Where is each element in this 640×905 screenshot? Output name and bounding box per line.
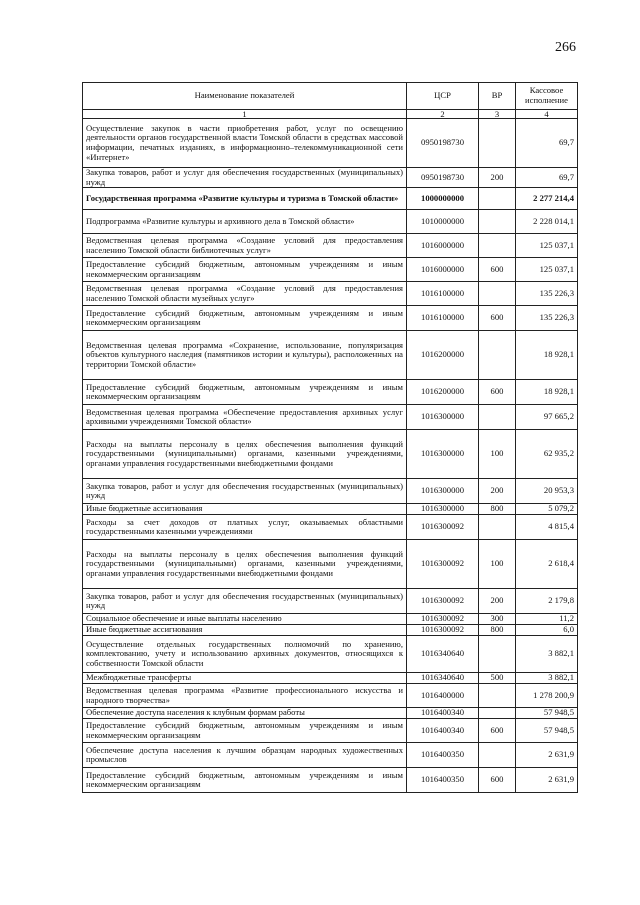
row-name-cell: Ведомственная целевая программа «Создание условий для предоставления населению Томской области музейных услуг» xyxy=(83,282,407,306)
table-row xyxy=(83,234,578,258)
row-csr-cell: 1016400350 xyxy=(407,743,479,768)
row-csr-cell: 0950198730 xyxy=(407,119,479,168)
row-name-cell: Ведомственная целевая программа «Развитие профессионального искусства и народного творчества» xyxy=(83,684,407,708)
row-amount-cell: 2 277 214,4 xyxy=(516,188,578,210)
row-name-cell: Обеспечение доступа населения к лучшим образцам народных художественных промыслов xyxy=(83,743,407,768)
row-vr-cell xyxy=(479,210,516,234)
row-name-cell: Иные бюджетные ассигнования xyxy=(83,625,407,636)
row-amount-cell: 69,7 xyxy=(516,168,578,188)
row-vr-cell: 600 xyxy=(479,258,516,282)
table-row xyxy=(83,380,578,405)
row-name-cell: Социальное обеспечение и иные выплаты населению xyxy=(83,614,407,625)
row-vr-cell xyxy=(479,234,516,258)
row-amount-cell: 57 948,5 xyxy=(516,708,578,719)
row-amount-cell: 62 935,2 xyxy=(516,430,578,479)
row-csr-cell: 1016400340 xyxy=(407,719,479,743)
row-vr-cell xyxy=(479,282,516,306)
row-name-cell: Предоставление субсидий бюджетным, автономным учреждениям и иным некоммерческим организациям xyxy=(83,719,407,743)
row-vr-cell: 300 xyxy=(479,614,516,625)
table-row xyxy=(83,540,578,589)
row-amount-cell: 2 228 014,1 xyxy=(516,210,578,234)
row-vr-cell: 600 xyxy=(479,768,516,793)
row-name-cell: Обеспечение доступа населения к клубным формам работы xyxy=(83,708,407,719)
row-amount-cell: 3 882,1 xyxy=(516,673,578,684)
row-amount-cell: 2 179,8 xyxy=(516,589,578,614)
row-csr-cell: 1016000000 xyxy=(407,234,479,258)
row-amount-cell: 11,2 xyxy=(516,614,578,625)
row-amount-cell: 1 278 200,9 xyxy=(516,684,578,708)
row-amount-cell: 135 226,3 xyxy=(516,306,578,331)
row-vr-cell: 800 xyxy=(479,504,516,515)
table-row xyxy=(83,636,578,673)
page-number: 266 xyxy=(555,40,576,55)
row-name-cell: Расходы за счет доходов от платных услуг, оказываемых областными государственными казенными учреждениями xyxy=(83,515,407,540)
row-name-cell: Закупка товаров, работ и услуг для обеспечения государственных (муниципальных) нужд xyxy=(83,479,407,504)
row-csr-cell: 1016000000 xyxy=(407,258,479,282)
row-vr-cell: 600 xyxy=(479,719,516,743)
table-row xyxy=(83,614,578,625)
row-csr-cell: 1016200000 xyxy=(407,331,479,380)
row-name-cell: Межбюджетные трансферты xyxy=(83,673,407,684)
table-row xyxy=(83,625,578,636)
row-amount-cell: 125 037,1 xyxy=(516,234,578,258)
row-csr-cell: 1016400000 xyxy=(407,684,479,708)
column-number: 2 xyxy=(407,110,479,119)
table-row xyxy=(83,210,578,234)
row-csr-cell: 1016400340 xyxy=(407,708,479,719)
row-csr-cell: 1016300092 xyxy=(407,625,479,636)
row-vr-cell: 600 xyxy=(479,306,516,331)
row-csr-cell: 1016300092 xyxy=(407,589,479,614)
row-csr-cell: 1010000000 xyxy=(407,210,479,234)
row-amount-cell: 3 882,1 xyxy=(516,636,578,673)
row-csr-cell: 1016340640 xyxy=(407,636,479,673)
row-vr-cell xyxy=(479,636,516,673)
row-csr-cell: 1016300000 xyxy=(407,405,479,430)
row-vr-cell: 100 xyxy=(479,430,516,479)
table-row xyxy=(83,719,578,743)
row-name-cell: Ведомственная целевая программа «Создание условий для предоставления населению Томской области библиотечных услуг» xyxy=(83,234,407,258)
row-name-cell: Предоставление субсидий бюджетным, автономным учреждениям и иным некоммерческим организациям xyxy=(83,306,407,331)
row-amount-cell: 135 226,3 xyxy=(516,282,578,306)
row-vr-cell: 500 xyxy=(479,673,516,684)
row-name-cell: Государственная программа «Развитие культуры и туризма в Томской области» xyxy=(83,188,407,210)
row-csr-cell: 1016300000 xyxy=(407,430,479,479)
row-name-cell: Подпрограмма «Развитие культуры и архивного дела в Томской области» xyxy=(83,210,407,234)
row-amount-cell: 2 631,9 xyxy=(516,743,578,768)
header-csr: ЦСР xyxy=(407,83,479,110)
row-vr-cell: 800 xyxy=(479,625,516,636)
row-amount-cell: 2 631,9 xyxy=(516,768,578,793)
row-csr-cell: 1016100000 xyxy=(407,306,479,331)
row-csr-cell: 1016100000 xyxy=(407,282,479,306)
row-name-cell: Иные бюджетные ассигнования xyxy=(83,504,407,515)
row-vr-cell: 200 xyxy=(479,168,516,188)
row-vr-cell xyxy=(479,119,516,168)
table-row xyxy=(83,684,578,708)
row-csr-cell: 1016200000 xyxy=(407,380,479,405)
header-amount: Кассовое исполнение xyxy=(516,83,578,110)
row-amount-cell: 125 037,1 xyxy=(516,258,578,282)
row-amount-cell: 20 953,3 xyxy=(516,479,578,504)
row-csr-cell: 1016300000 xyxy=(407,479,479,504)
table-row xyxy=(83,708,578,719)
row-amount-cell: 18 928,1 xyxy=(516,380,578,405)
row-vr-cell: 200 xyxy=(479,589,516,614)
row-csr-cell: 1016400350 xyxy=(407,768,479,793)
table-row xyxy=(83,479,578,504)
row-csr-cell: 1016300092 xyxy=(407,540,479,589)
table-row xyxy=(83,306,578,331)
row-csr-cell: 1000000000 xyxy=(407,188,479,210)
row-name-cell: Расходы на выплаты персоналу в целях обеспечения выполнения функций государственными (муниципальными) органами, казенными учреждениями, органами управления государственными внебюджетными фондами xyxy=(83,540,407,589)
table-row xyxy=(83,430,578,479)
row-amount-cell: 97 665,2 xyxy=(516,405,578,430)
row-vr-cell xyxy=(479,743,516,768)
row-vr-cell: 100 xyxy=(479,540,516,589)
table-row xyxy=(83,282,578,306)
row-csr-cell: 1016300092 xyxy=(407,614,479,625)
row-vr-cell xyxy=(479,684,516,708)
column-number: 3 xyxy=(479,110,516,119)
table-header-row xyxy=(83,83,578,110)
row-name-cell: Предоставление субсидий бюджетным, автономным учреждениям и иным некоммерческим организациям xyxy=(83,258,407,282)
row-csr-cell: 1016300000 xyxy=(407,504,479,515)
table-row xyxy=(83,188,578,210)
row-name-cell: Расходы на выплаты персоналу в целях обеспечения выполнения функций государственными (муниципальными) органами, казенными учреждениями, органами управления государственными внебюджетными фондами xyxy=(83,430,407,479)
row-vr-cell: 600 xyxy=(479,380,516,405)
row-csr-cell: 1016340640 xyxy=(407,673,479,684)
row-name-cell: Ведомственная целевая программа «Обеспечение предоставления архивных услуг архивными учреждениями Томской области» xyxy=(83,405,407,430)
row-amount-cell: 5 079,2 xyxy=(516,504,578,515)
row-vr-cell xyxy=(479,188,516,210)
table-row xyxy=(83,405,578,430)
row-amount-cell: 6,0 xyxy=(516,625,578,636)
row-name-cell: Ведомственная целевая программа «Сохранение, использование, популяризация объектов культурного наследия (памятников истории и культуры), расположенных на территории Томской области» xyxy=(83,331,407,380)
row-name-cell: Осуществление закупок в части приобретения работ, услуг по освещению деятельности органов государственной власти Томской области в средствах массовой информации, печатных изданиях, в информационно–телекоммуникационной сети «Интернет» xyxy=(83,119,407,168)
table-row xyxy=(83,258,578,282)
table-row xyxy=(83,589,578,614)
column-number-row xyxy=(83,110,578,119)
table-row xyxy=(83,743,578,768)
header-name: Наименование показателей xyxy=(83,83,407,110)
row-name-cell: Осуществление отдельных государственных полномочий по хранению, комплектованию, учету и использованию архивных документов, относящихся к собственности Томской области xyxy=(83,636,407,673)
row-amount-cell: 2 618,4 xyxy=(516,540,578,589)
row-csr-cell: 1016300092 xyxy=(407,515,479,540)
row-csr-cell: 0950198730 xyxy=(407,168,479,188)
row-name-cell: Закупка товаров, работ и услуг для обеспечения государственных (муниципальных) нужд xyxy=(83,168,407,188)
row-vr-cell xyxy=(479,515,516,540)
table-row xyxy=(83,515,578,540)
table-row xyxy=(83,168,578,188)
row-vr-cell xyxy=(479,708,516,719)
column-number: 1 xyxy=(83,110,407,119)
report-table xyxy=(82,82,578,793)
row-vr-cell xyxy=(479,331,516,380)
row-amount-cell: 18 928,1 xyxy=(516,331,578,380)
table-row xyxy=(83,504,578,515)
table-row xyxy=(83,119,578,168)
row-amount-cell: 4 815,4 xyxy=(516,515,578,540)
table-row xyxy=(83,331,578,380)
row-vr-cell xyxy=(479,405,516,430)
row-vr-cell: 200 xyxy=(479,479,516,504)
row-amount-cell: 57 948,5 xyxy=(516,719,578,743)
row-name-cell: Предоставление субсидий бюджетным, автономным учреждениям и иным некоммерческим организациям xyxy=(83,380,407,405)
row-name-cell: Закупка товаров, работ и услуг для обеспечения государственных (муниципальных) нужд xyxy=(83,589,407,614)
row-amount-cell: 69,7 xyxy=(516,119,578,168)
table-row xyxy=(83,673,578,684)
table-body xyxy=(83,119,578,793)
table-row xyxy=(83,768,578,793)
column-number: 4 xyxy=(516,110,578,119)
header-vr: ВР xyxy=(479,83,516,110)
row-name-cell: Предоставление субсидий бюджетным, автономным учреждениям и иным некоммерческим организациям xyxy=(83,768,407,793)
